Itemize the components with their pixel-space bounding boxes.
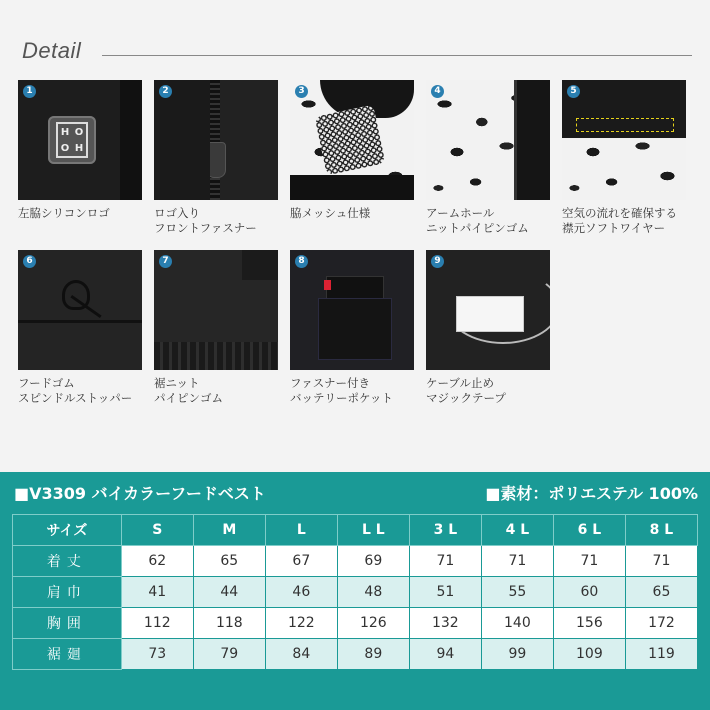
size-header-row [13, 515, 698, 546]
table-cell: 140 [481, 608, 553, 639]
table-cell: 71 [409, 546, 481, 577]
table-cell: 119 [625, 639, 697, 670]
caption-2: ロゴ入り フロントファスナー [154, 206, 257, 235]
caption-3: 脇メッシュ仕様 [290, 206, 371, 220]
table-cell: 51 [409, 577, 481, 608]
table-row [13, 577, 698, 608]
table-cell: 44 [193, 577, 265, 608]
logo-letter: H [60, 126, 70, 138]
header-cell: S [121, 515, 193, 546]
table-cell: 84 [265, 639, 337, 670]
detail-item-3 [290, 80, 414, 221]
row-label: 裾廻 [13, 639, 122, 670]
item-number-badge: 5 [567, 85, 580, 98]
item-number-badge: 3 [295, 85, 308, 98]
table-cell: 69 [337, 546, 409, 577]
table-cell: 60 [553, 577, 625, 608]
detail-item-8 [290, 250, 414, 406]
row-label: 肩巾 [13, 577, 122, 608]
table-cell: 112 [121, 608, 193, 639]
header-cell: 6 L [553, 515, 625, 546]
photo-7 [154, 250, 278, 370]
caption-9: ケーブル止め マジックテープ [426, 376, 506, 405]
table-cell: 122 [265, 608, 337, 639]
table-cell: 71 [481, 546, 553, 577]
product-material: ■素材：ポリエステル 100% [485, 484, 698, 503]
caption-6: フードゴム スピンドルストッパー [18, 376, 133, 405]
table-cell: 73 [121, 639, 193, 670]
header-cell: L [265, 515, 337, 546]
divider [102, 55, 692, 56]
item-number-badge: 6 [23, 255, 36, 268]
photo-4 [426, 80, 550, 200]
table-cell: 132 [409, 608, 481, 639]
caption-7: 裾ニット パイピンゴム [154, 376, 223, 405]
table-cell: 156 [553, 608, 625, 639]
logo-letter: H [74, 142, 84, 154]
item-number-badge: 4 [431, 85, 444, 98]
photo-9 [426, 250, 550, 370]
caption-1: 左脇シリコンロゴ [18, 206, 110, 220]
logo-letter: O [74, 126, 84, 138]
detail-item-9 [426, 250, 550, 406]
header-cell: 4 L [481, 515, 553, 546]
table-cell: 89 [337, 639, 409, 670]
caption-5: 空気の流れを確保する 襟元ソフトワイヤー [562, 206, 677, 235]
table-cell: 126 [337, 608, 409, 639]
wire-highlight [576, 118, 674, 132]
photo-8 [290, 250, 414, 370]
table-cell: 46 [265, 577, 337, 608]
table-row [13, 608, 698, 639]
logo-letter: O [60, 142, 70, 154]
table-cell: 41 [121, 577, 193, 608]
detail-item-7 [154, 250, 278, 406]
detail-title: Detail [22, 38, 82, 63]
photo-3 [290, 80, 414, 200]
table-cell: 65 [625, 577, 697, 608]
photo-1 [18, 80, 142, 200]
table-cell: 65 [193, 546, 265, 577]
header-cell: L L [337, 515, 409, 546]
header-cell: 3 L [409, 515, 481, 546]
mesh-panel [314, 104, 385, 175]
table-cell: 99 [481, 639, 553, 670]
caption-8: ファスナー付き バッテリーポケット [290, 376, 393, 405]
item-number-badge: 1 [23, 85, 36, 98]
table-cell: 62 [121, 546, 193, 577]
table-cell: 79 [193, 639, 265, 670]
item-number-badge: 7 [159, 255, 172, 268]
table-cell: 71 [625, 546, 697, 577]
product-header [14, 481, 698, 507]
table-cell: 118 [193, 608, 265, 639]
velcro-tape [456, 296, 524, 332]
knit-hem [154, 342, 278, 370]
item-number-badge: 8 [295, 255, 308, 268]
size-table [12, 514, 698, 670]
table-cell: 55 [481, 577, 553, 608]
detail-item-4 [426, 80, 550, 236]
table-cell: 67 [265, 546, 337, 577]
spec-section [0, 472, 710, 710]
table-cell: 172 [625, 608, 697, 639]
silicone-logo [48, 116, 96, 164]
table-cell: 71 [553, 546, 625, 577]
table-row [13, 639, 698, 670]
table-cell: 94 [409, 639, 481, 670]
detail-item-1 [18, 80, 142, 221]
row-label: 胸囲 [13, 608, 122, 639]
item-number-badge: 9 [431, 255, 444, 268]
photo-5 [562, 80, 686, 200]
product-name: ■V3309 バイカラーフードベスト [14, 484, 266, 503]
detail-item-2 [154, 80, 278, 236]
row-label: 着丈 [13, 546, 122, 577]
table-cell: 109 [553, 639, 625, 670]
header-cell: サイズ [13, 515, 122, 546]
header-cell: M [193, 515, 265, 546]
item-number-badge: 2 [159, 85, 172, 98]
header-cell: 8 L [625, 515, 697, 546]
pocket [318, 298, 392, 360]
detail-item-6 [18, 250, 142, 406]
detail-item-5 [562, 80, 686, 236]
photo-2 [154, 80, 278, 200]
table-row [13, 546, 698, 577]
table-cell: 48 [337, 577, 409, 608]
caption-4: アームホール ニットパイピンゴム [426, 206, 529, 235]
photo-6 [18, 250, 142, 370]
battery-icon [326, 276, 384, 300]
